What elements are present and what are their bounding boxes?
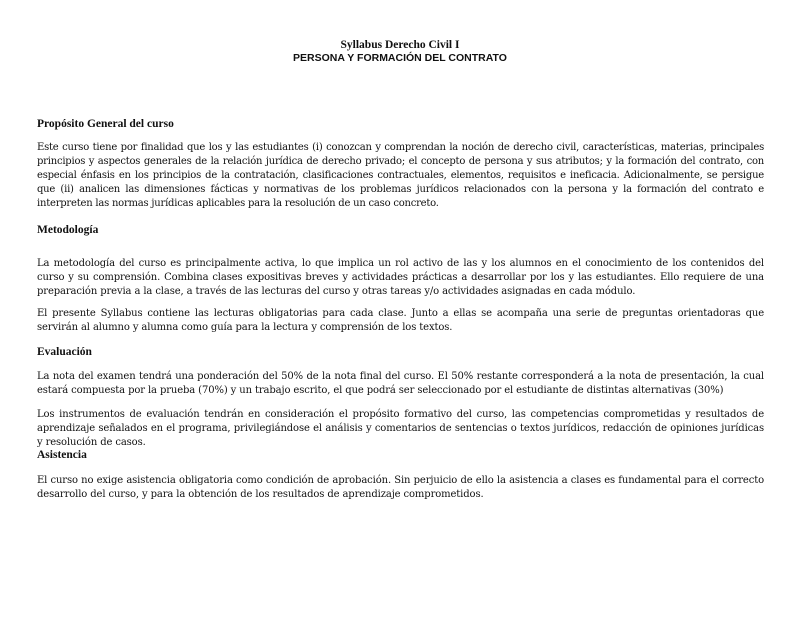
document-title: Syllabus Derecho Civil I: [340, 39, 460, 51]
heading-evaluacion: Evaluación: [37, 346, 92, 358]
paragraph-metodologia-1: La metodología del curso es principalmente activa, lo que implica un rol activo de las y los alumnos en el conocimiento de los contenidos del curso y su comprensión. Combina clases expositivas breves y actividades prácticas a desarrollar por los y las estudiantes. Ello requiere de una preparación previa a la clase, a través de las lecturas del curso y otras tareas y/o actividades asignadas en cada módulo.: [37, 258, 764, 297]
paragraph-proposito: Este curso tiene por finalidad que los y las estudiantes (i) conozcan y comprendan la noción de derecho civil, características, materias, principales principios y aspectos generales de la relación jurídica de derecho privado; el concepto de persona y sus atributos; y la formación del contrato, con especial énfasis en los principios de la contratación, clasificaciones contractuales, elementos, requisitos e ineficacia. Adicionalmente, se persigue que (ii) analicen las dimensiones fácticas y normativas de los problemas jurídicos relacionados con la persona y la formación del contrato e interpreten las normas jurídicas aplicables para la resolución de un caso concreto.: [37, 142, 764, 209]
paragraph-evaluacion-1: La nota del examen tendrá una ponderación del 50% de la nota final del curso. El 50% restante corresponderá a la nota de presentación, la cual estará compuesta por la prueba (70%) y un trabajo escrito, el que podrá ser seleccionado por el estudiante de distintas alternativas (30%): [37, 371, 764, 396]
paragraph-metodologia-2: El presente Syllabus contiene las lecturas obligatorias para cada clase. Junto a ellas se acompaña una serie de preguntas orientadoras que servirán al alumno y alumna como guía para la lectura y comprensión de los textos.: [37, 308, 764, 333]
paragraph-asistencia: El curso no exige asistencia obligatoria como condición de aprobación. Sin perjuicio de ello la asistencia a clases es fundamental para el correcto desarrollo del curso, y para la obtención de los resultados de aprendizaje comprometidos.: [37, 475, 764, 500]
heading-proposito: Propósito General del curso: [37, 118, 174, 130]
heading-metodologia: Metodología: [37, 224, 99, 236]
heading-asistencia: Asistencia: [37, 449, 87, 461]
document-subtitle: PERSONA Y FORMACIÓN DEL CONTRATO: [293, 52, 507, 64]
document-title-block: [0, 38, 800, 65]
paragraph-evaluacion-2: Los instrumentos de evaluación tendrán en consideración el propósito formativo del curso, las competencias comprometidas y resultados de aprendizaje señalados en el programa, privilegiándose el análisis y comentarios de sentencias o textos jurídicos, redacción de opiniones jurídicas y resolución de casos.: [37, 409, 764, 448]
